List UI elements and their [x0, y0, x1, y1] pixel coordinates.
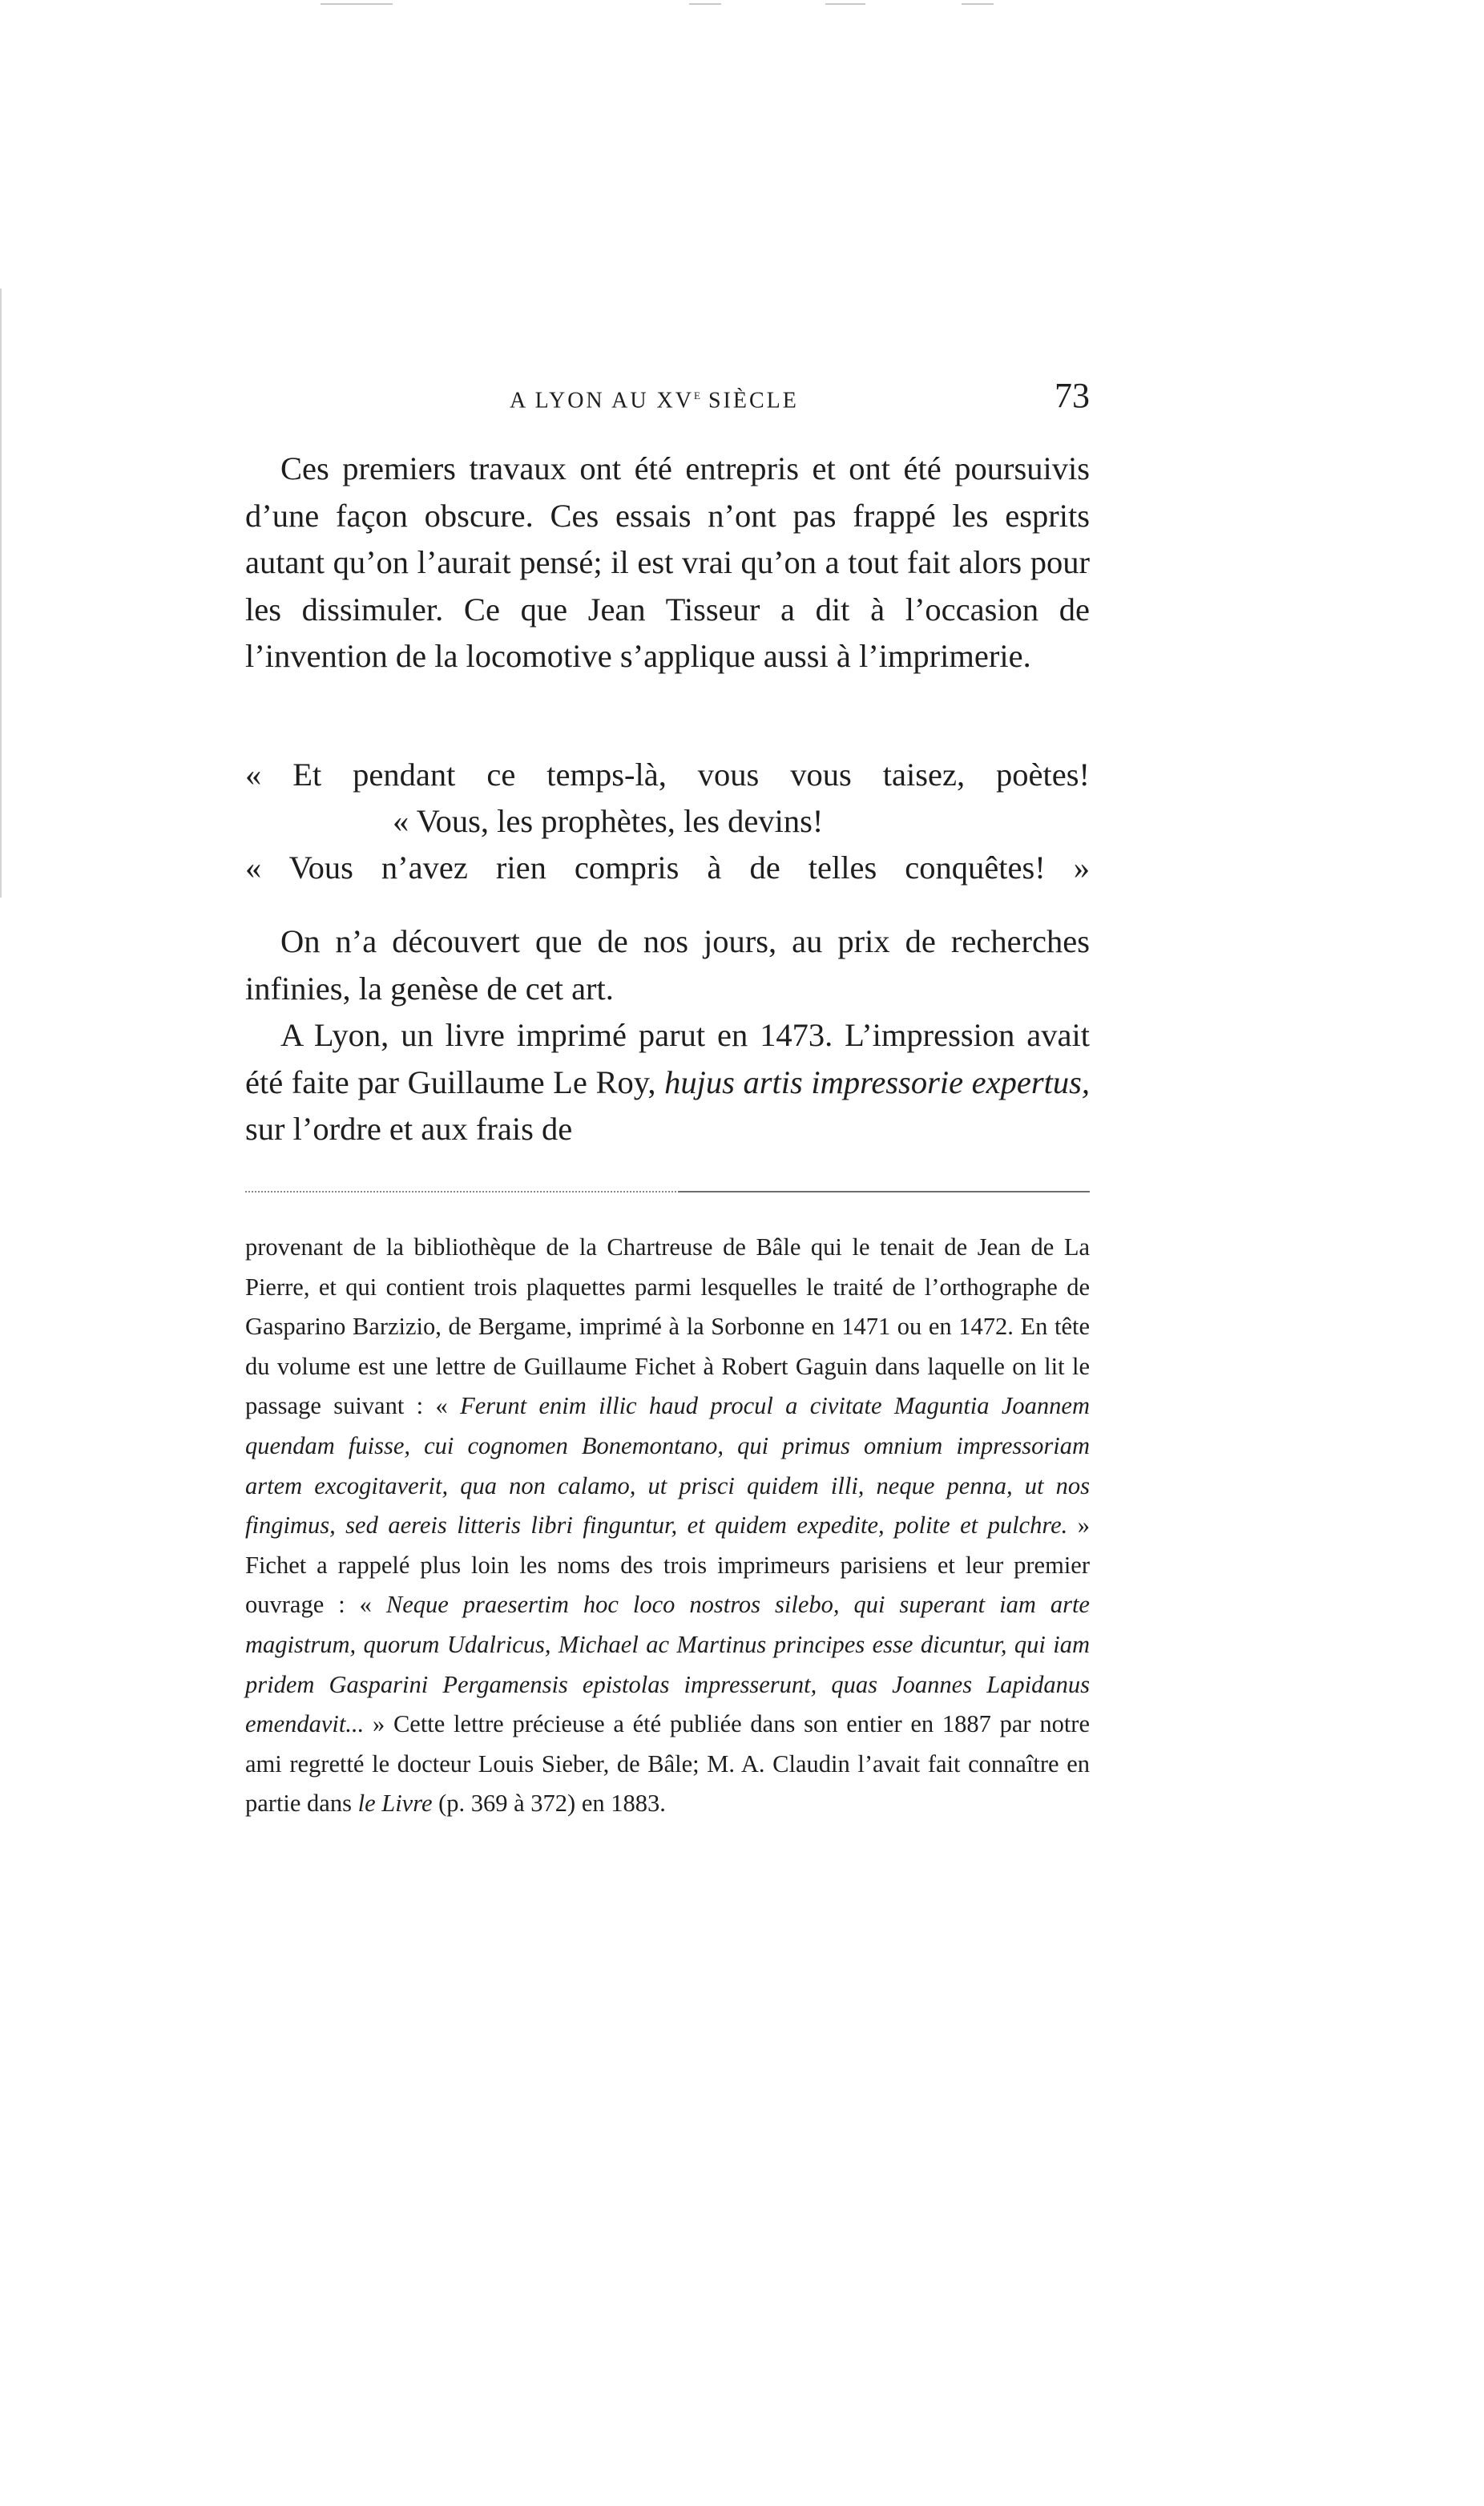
paragraph-3-start: A Lyon, un livre imprimé parut en 1473. L’impression avait été faite par Guillaume Le Roy,	[245, 1017, 1090, 1100]
running-title	[510, 386, 799, 414]
footnote-paragraph	[245, 1228, 1090, 1824]
verse-quotation	[245, 752, 1090, 891]
running-title-suffix: SIÈCLE	[700, 388, 799, 414]
running-title-prefix: A LYON AU XV	[510, 388, 694, 414]
paragraph-2: On n’a découvert que de nos jours, au prix de recherches infinies, la genèse de cet art.	[245, 923, 1090, 1007]
verse-line-2: « Vous, les prophètes, les devins!	[393, 803, 824, 839]
paragraph-3-latin: hujus artis impressorie expertus,	[664, 1063, 1090, 1100]
running-head	[245, 375, 1090, 423]
running-title-superscript: e	[693, 386, 700, 402]
verse-line-3: « Vous n’avez rien compris à de telles conquêtes! »	[245, 849, 1090, 886]
footnote-text-3: » Cette lettre précieuse a été publiée dans son entier en 1887 par notre ami regretté le docteur Louis Sieber, de Bâle; M. A. Claudin l’avait fait connaître en partie dans	[245, 1710, 1090, 1818]
paragraph-1: Ces premiers travaux ont été entrepris et ont été poursuivis d’une façon obscure. Ces essais n’ont pas frappé les esprits autant qu’on l’aurait pensé; il est vrai qu’on a tout fait alors pour les dissimuler. Ce que Jean Tisseur a dit à l’occasion de l’invention de la locomotive s’applique aussi à l’imprimerie.	[245, 450, 1090, 674]
footnote-text-4: (p. 369 à 372) en 1883.	[432, 1790, 666, 1818]
page-number: 73	[1055, 376, 1090, 415]
footnote-latin-quote-2: Neque praesertim hoc loco nostros silebo, qui superant iam arte magistrum, quorum Udalricus, Michael ac Martinus principes esse dicuntur, qui iam pridem Gasparini Pergamensis epistolas impresserunt, quas Joannes Lapidanus emendavit...	[245, 1591, 1090, 1738]
main-text-block-2	[245, 918, 1090, 1153]
footnote-latin-quote-1: Ferunt enim illic haud procul a civitate Maguntia Joannem quendam fuisse, cui cognomen Bonemontano, qui primus omnium impressoriam artem excogitaverit, qua non calamo, ut prisci quidem illi, neque penna, ut nos fingimus, sed aereis litteris libri finguntur, et quidem expedite, polite et pulchre.	[245, 1392, 1090, 1540]
paragraph-3-end: sur l’ordre et aux frais de	[245, 1111, 573, 1147]
main-text-block-1	[245, 446, 1090, 680]
footnote-text-2: » Fichet a rappelé plus loin les noms des trois imprimeurs parisiens et leur premier ouvrage : «	[245, 1511, 1090, 1619]
scan-edge-marks	[0, 0, 1484, 11]
scan-left-edge	[0, 289, 5, 898]
verse-line-1: « Et pendant ce temps-là, vous vous taisez, poètes!	[245, 757, 1090, 793]
footnote	[245, 1228, 1090, 1824]
footnote-text-1: provenant de la bibliothèque de la Chartreuse de Bâle qui le tenait de Jean de La Pierre, et qui contient trois plaquettes parmi lesquelles le traité de l’orthographe de Gasparino Barzizio, de Bergame, imprimé à la Sorbonne en 1471 ou en 1472. En tête du volume est une lettre de Guillaume Fichet à Robert Gaguin dans laquelle on lit le passage suivant : «	[245, 1233, 1090, 1420]
footnote-book-title: le Livre	[357, 1790, 433, 1818]
paragraph-3	[245, 1012, 1090, 1153]
footnote-separator-rule	[245, 1191, 1090, 1192]
